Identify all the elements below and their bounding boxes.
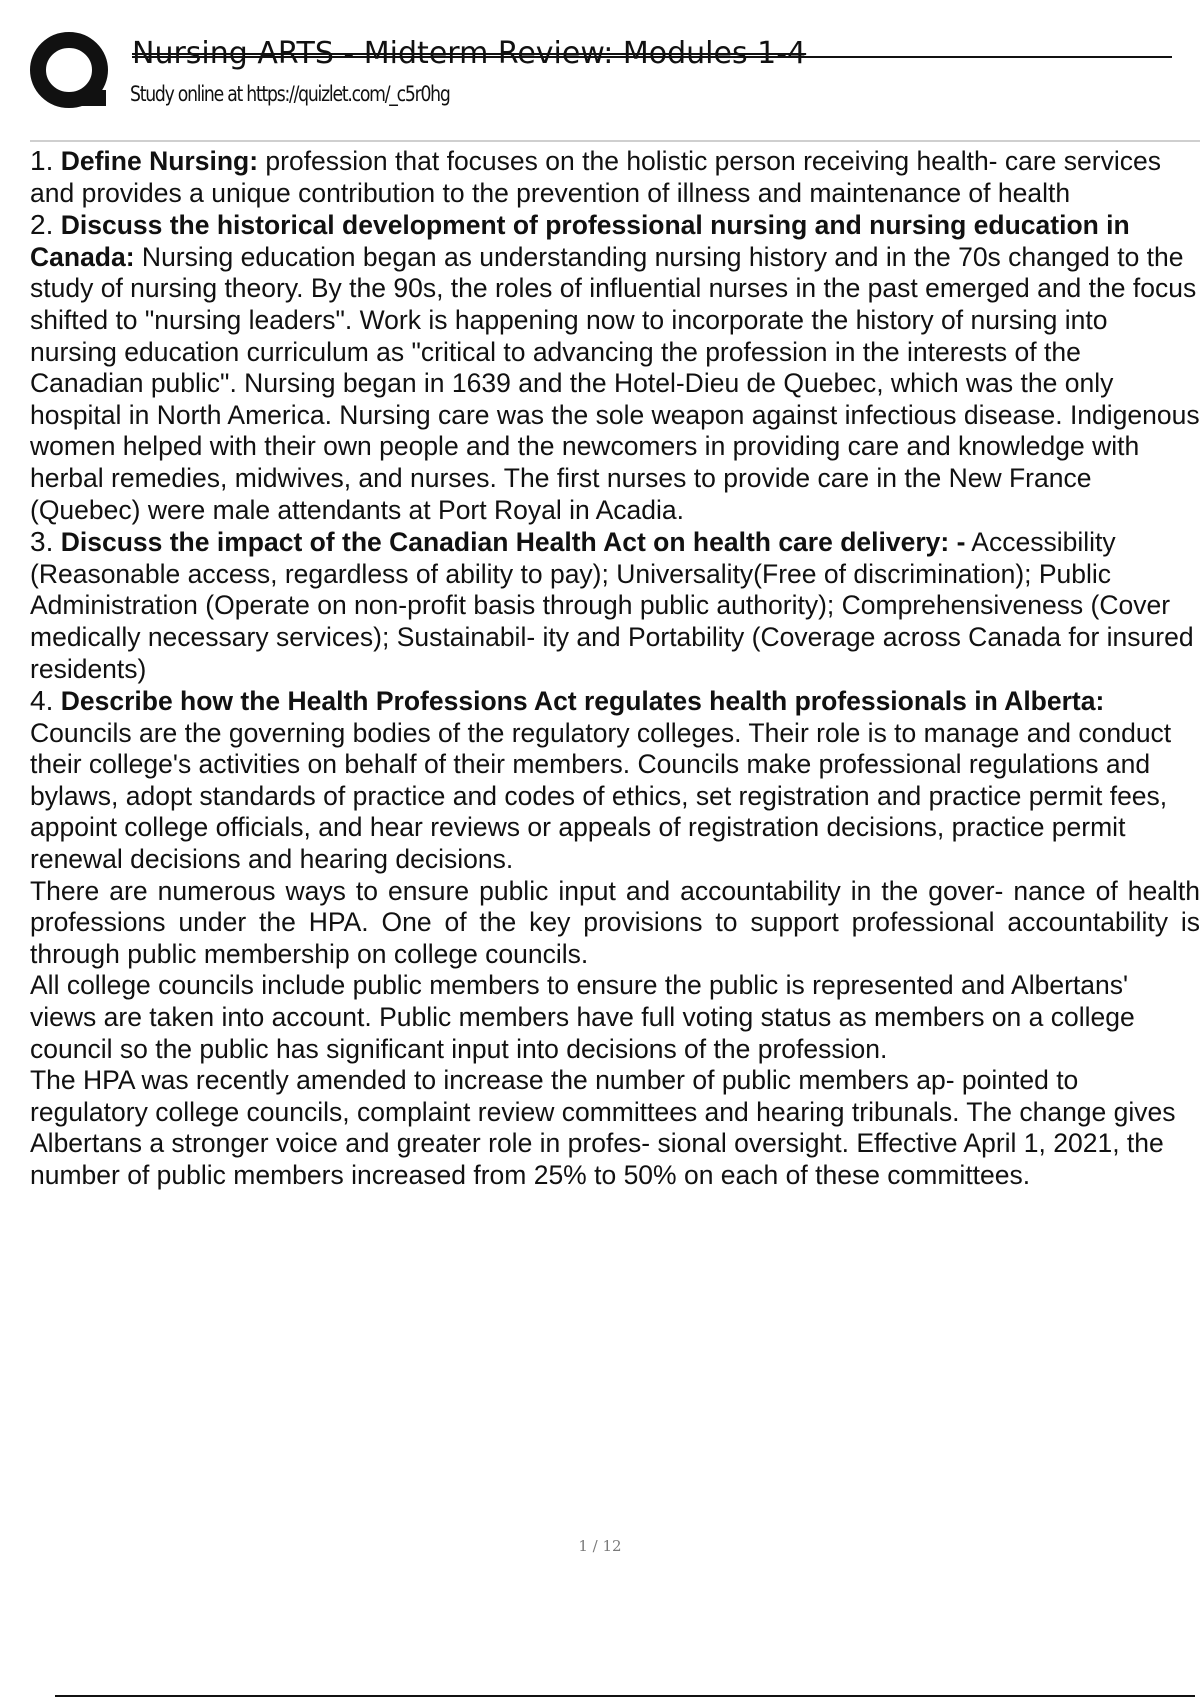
card-number: 1. bbox=[30, 145, 54, 176]
card-4-paragraph-2: There are numerous ways to ensure public input and accountability in the gover- nance of health professions under the HPA. One of the key provisions to support professional accountability is through public membership on college councils. bbox=[30, 875, 1200, 969]
card-2-paragraph-1 bbox=[30, 209, 1200, 526]
card-number: 3. bbox=[30, 526, 54, 558]
card-3-paragraph-1 bbox=[30, 526, 1200, 685]
card-definition: profession that focuses on the holistic person receiving health- care services and provides a unique contribution to the prevention of illness and maintenance of health bbox=[30, 146, 1161, 208]
card-1-paragraph-1 bbox=[30, 145, 1200, 209]
footer-rule bbox=[55, 1695, 1195, 1697]
card-4-paragraph-1 bbox=[30, 685, 1200, 876]
quizlet-logo-icon bbox=[30, 30, 112, 112]
document-header bbox=[30, 30, 1170, 115]
card-term: Discuss the historical development of professional nursing and nursing education in Canada: bbox=[30, 210, 1130, 272]
card-number: 2. bbox=[30, 209, 54, 241]
flashcard-list bbox=[30, 145, 1200, 1192]
card-definition: Accessibility (Reasonable access, regardless of ability to pay); Universality(Free of discrimination); Public Administration (Operate on non-profit basis through public authority); Comprehensiveness (Cover medically necessary services); Sustainabil- ity and Portability (Coverage across Canada for insured residents) bbox=[30, 527, 1194, 684]
card-term: Discuss the impact of the Canadian Health Act on health care delivery: - bbox=[60, 527, 966, 558]
flashcard-2 bbox=[30, 209, 1200, 526]
card-4-paragraph-3: All college councils include public members to ensure the public is represented and Albertans' views are taken into account. Public members have full voting status as members on a college council so the public has significant input into decisions of the profession. bbox=[30, 970, 1135, 1064]
document-title: Nursing ARTS - Midterm Review: Modules 1-4 bbox=[132, 36, 807, 71]
page-number: 1 / 12 bbox=[578, 1537, 622, 1555]
card-number: 4. bbox=[30, 685, 54, 717]
flashcard-1 bbox=[30, 145, 1200, 209]
card-definition: Councils are the governing bodies of the regulatory colleges. Their role is to manage and conduct their college's activities on behalf of their members. Councils make professional regulations and bylaws, adopt standards of practice and codes of ethics, set registration and practice permit fees, appoint college officials, and hear reviews or appeals of registration decisions, practice permit renewal decisions and hearing decisions. bbox=[30, 717, 1172, 875]
study-online-link[interactable]: Study online at https://quizlet.com/_c5r0hg bbox=[130, 82, 450, 106]
flashcard-4 bbox=[30, 685, 1200, 1192]
flashcard-3 bbox=[30, 526, 1200, 685]
card-term: Describe how the Health Professions Act regulates health professionals in Alberta: bbox=[60, 686, 1105, 717]
header-divider bbox=[30, 140, 1200, 142]
card-4-paragraph-4: The HPA was recently amended to increase the number of public members ap- pointed to regulatory college councils, complaint review committees and hearing tribunals. The change gives Albertans a stronger voice and greater role in profes- sional oversight. Effective April 1, 2021, the number of public members increased from 25% to 50% on each of these committees. bbox=[30, 1065, 1176, 1190]
card-definition: Nursing education began as understanding nursing history and in the 70s changed to the study of nursing theory. By the 90s, the roles of influential nurses in the past emerged and the focus shifted to "nursing leaders". Work is happening now to incorporate the history of nursing into nursing education curriculum as "critical to advancing the profession in the interests of the Canadian public". Nursing began in 1639 and the Hotel-Dieu de Quebec, which was the only hospital in North America. Nursing care was the sole weapon against infectious disease. Indigenous women helped with their own people and the newcomers in providing care and knowledge with herbal remedies, midwives, and nurses. The first nurses to provide care in the New France (Quebec) were male attendants at Port Royal in Acadia. bbox=[30, 241, 1200, 525]
card-term: Define Nursing: bbox=[60, 146, 259, 176]
